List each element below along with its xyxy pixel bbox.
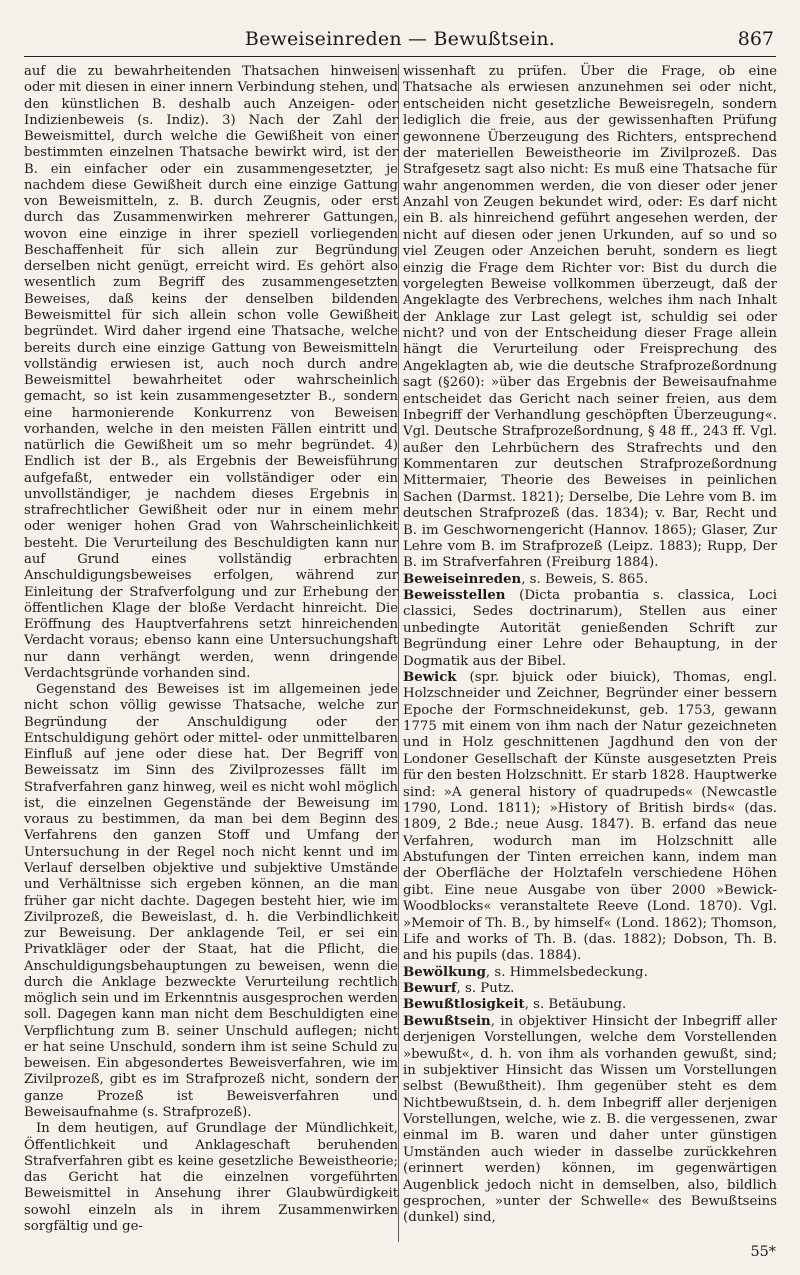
paragraph: In dem heutigen, auf Grundlage der Mündlichkeit, Öffentlichkeit und Anklageschaft beruhenden Strafverfahren gibt es keine gesetzliche Beweistheorie; das Gericht hat die einzelnen vorgeführten Beweismittel in Ansehung ihrer Glaubwürdigkeit sowohl einzeln als in ihrem Zusammenwirken sorgfältig und ge-	[24, 1121, 398, 1234]
entry-keyword: Bewölkung	[403, 964, 486, 980]
signature-mark: 55*	[750, 1244, 776, 1260]
right-column	[403, 64, 777, 1227]
entry-keyword: Bewußtlosigkeit	[403, 997, 525, 1013]
entry-bewusstsein	[403, 1014, 777, 1227]
entry-text: , s. Beweis, S. 865.	[521, 571, 649, 587]
entry-keyword: Bewußtsein	[403, 1013, 491, 1029]
entry-bewick	[403, 670, 777, 965]
entry-keyword: Beweiseinreden	[403, 571, 522, 587]
header-title: Beweiseinreden — Bewußtsein.	[244, 28, 556, 50]
running-header	[24, 28, 776, 57]
entry-bewusstlosigkeit	[403, 997, 777, 1013]
entry-text: , in objektiver Hinsicht der Inbegriff aller derjenigen Vorstellungen, welche dem Vorstellenden »bewußt«, d. h. von ihm als vorhanden gewußt, sind; in subjektiver Hinsicht das Wissen um Vorstellungen selbst (Bewußtheit). Ihm gegenüber steht es dem Nichtbewußtsein, d. h. dem Inbegriff aller derjenigen Vorstellungen, welche, wie z. B. die vergessenen, zwar einmal im B. waren und daher unter günstigen Umständen auch wieder in dasselbe zurückkehren (erinnert werden) können, im gegenwärtigen Augenblick jedoch nicht in demselben, also, bildlich gesprochen, »unter der Schwelle« des Bewußtseins (dunkel) sind,	[403, 1013, 777, 1226]
entry-keyword: Bewurf	[403, 981, 457, 996]
entry-text: , s. Putz.	[456, 981, 515, 996]
entry-text: , s. Himmelsbedeckung.	[485, 964, 648, 980]
entry-bewoelkung	[403, 965, 777, 981]
left-column	[24, 64, 398, 1235]
page-number: 867	[737, 28, 774, 50]
entry-keyword: Bewick	[403, 669, 457, 685]
entry-text: (spr. bjuick oder biuick), Thomas, engl. Holzschneider und Zeichner, Begründer einer bessern Epoche der Formschneidekunst, geb. 1753, gewann 1775 mit einem von ihm nach der Natur gezeichneten und in Holz geschnittenen Jagdhund den von der Londoner Gesellschaft der Künste ausgesetzten Preis für den besten Holzschnitt. Er starb 1828. Hauptwerke sind: »A general history of quadrupeds« (Newcastle 1790, Lond. 1811); »History of British birds« (das. 1809, 2 Bde.; neue Ausg. 1847). B. erfand das neue Verfahren, wodurch man im Holzschnitt alle Abstufungen der Tinten erreichen kann, indem man der Oberfläche der Holztafeln verschiedene Höhen gibt. Eine neue Ausgabe von über 2000 »Bewick-Woodblocks« veranstaltete Reeve (Lond. 1870). Vgl. »Memoir of Th. B., by himself« (Lond. 1862); Thomson, Life and works of Th. B. (das. 1882); Dobson, Th. B. and his pupils (das. 1884).	[403, 669, 777, 964]
entry-keyword: Beweisstellen	[403, 588, 506, 603]
column-divider	[398, 64, 399, 1242]
entry-beweisstellen	[403, 588, 777, 670]
paragraph: wissenhaft zu prüfen. Über die Frage, ob eine Thatsache als erwiesen anzunehmen sei oder nicht, entscheiden nicht gesetzliche Beweisregeln, sondern lediglich die freie, aus der gewissenhaften Prüfung gewonnene Überzeugung des Richters, entsprechend der materiellen Beweistheorie im Zivilprozeß. Das Strafgesetz sagt also nicht: Es muß eine Thatsache für wahr angenommen werden, die von dieser oder jener Anzahl von Zeugen bekundet wird, oder: Es darf nicht ein B. als hinreichend geführt angesehen werden, der nicht auf diesen oder jenen Urkunden, auf so und so viel Zeugen oder Anzeichen beruht, sondern es liegt einzig die Frage dem Richter vor: Bist du durch die vorgelegten Beweise vollkommen überzeugt, daß der Angeklagte des Verbrechens, welches ihm nach Inhalt der Anklage zur Last gelegt ist, schuldig sei oder nicht? und von der Entscheidung dieser Frage allein hängt die Verurteilung oder Freisprechung des Angeklagten ab, wie die deutsche Strafprozeßordnung sagt (§260): »über das Ergebnis der Beweisaufnahme entscheidet das Gericht nach seiner freien, aus dem Inbegriff der Verhandlung geschöpften Überzeugung«. Vgl. Deutsche Strafprozeßordnung, § 48 ff., 243 ff. Vgl. außer den Lehrbüchern des Strafrechts und den Kommentaren zur deutschen Strafprozeßordnung Mittermaier, Theorie des Beweises in peinlichen Sachen (Darmst. 1821); Derselbe, Die Lehre vom B. im deutschen Strafprozeß (das. 1834); v. Bar, Recht und B. im Geschwornengericht (Hannov. 1865); Glaser, Zur Lehre vom B. im Strafprozeß (Leipz. 1883); Rupp, Der B. im Strafverfahren (Freiburg 1884).	[403, 64, 777, 571]
paragraph: auf die zu bewahrheitenden Thatsachen hinweisen oder mit diesen in einer innern Verbindung stehen, und den künstlichen B. deshalb auch Anzeigen- oder Indizienbeweis (s. Indiz). 3) Nach der Zahl der Beweismittel, durch welche die Gewißheit von einer bestimmten einzelnen Thatsache bewirkt wird, ist der B. ein einfacher oder ein zusammengesetzter, je nachdem diese Gewißheit durch eine einzige Gattung von Beweismitteln, z. B. durch Zeugnis, oder erst durch das Zusammenwirken mehrerer Gattungen, wovon eine einzige in ihrer speziell vorliegenden Beschaffenheit für sich allein zur Begründung derselben nicht genügt, erreicht wird. Es gehört also wesentlich zum Begriff des zusammengesetzten Beweises, daß keins der denselben bildenden Beweismittel für sich allein schon volle Gewißheit begründet. Wird daher irgend eine Thatsache, welche bereits durch eine einzige Gattung von Beweismitteln vollständig erwiesen ist, auch noch durch andre Beweismittel bewahrheitet oder wahrscheinlich gemacht, so ist kein zusammengesetzter B., sondern eine harmonierende Konkurrenz von Beweisen vorhanden, welche in den meisten Fällen eintritt und natürlich die Gewißheit um so mehr begründet. 4) Endlich ist der B., als Ergebnis der Beweisführung aufgefaßt, entweder ein vollständiger oder ein unvollständiger, je nachdem dieses Ergebnis in strafrechtlicher Gewißheit oder nur in einem mehr oder weniger hohen Grad von Wahrscheinlichkeit besteht. Die Verurteilung des Beschuldigten kann nur auf Grund eines vollständig erbrachten Anschuldigungsbeweises erfolgen, während zur Einleitung der Strafverfolgung und zur Erhebung der öffentlichen Klage der bloße Verdacht hinreicht. Die Eröffnung des Hauptverfahrens setzt hinreichenden Verdacht voraus; ebenso kann eine Untersuchungshaft nur dann verhängt werden, wenn dringende Verdachtsgründe vorhanden sind.	[24, 64, 398, 681]
paragraph: Gegenstand des Beweises ist im allgemeinen jede nicht schon völlig gewisse Thatsache, welche zur Begründung der Anschuldigung oder der Entschuldigung gehört oder mittel- oder unmittelbaren Einfluß auf jene oder diese hat. Der Begriff von Beweissatz im Sinn des Zivilprozesses fällt im Strafverfahren ganz hinweg, weil es nicht wohl möglich ist, die einzelnen Gegenstände der Beweisung im voraus zu bestimmen, da man bei dem Beginn des Verfahrens den ganzen Stoff und Umfang der Untersuchung in der Regel noch nicht kennt und im Verlauf derselben objektive und subjektive Umstände und Verhältnisse sich ergeben können, an die man früher gar nicht dachte. Dagegen besteht hier, wie im Zivilprozeß, die Beweislast, d. h. die Verbindlichkeit zur Beweisung. Der anklagende Teil, er sei ein Privatkläger oder der Staat, hat die Pflicht, die Anschuldigungsbehauptungen zu beweisen, wenn die durch die Anklage bezweckte Verurteilung rechtlich möglich sein und im Erkenntnis ausgesprochen werden soll. Dagegen kann man nicht dem Beschuldigten eine Verpflichtung zum B. seiner Unschuld auflegen; nicht er hat seine Unschuld, sondern ihm ist seine Schuld zu beweisen. Ein abgesondertes Beweisverfahren, wie im Zivilprozeß, gibt es im Strafprozeß nicht, sondern der ganze Prozeß ist Beweisverfahren und Beweisaufnahme (s. Strafprozeß).	[24, 682, 398, 1120]
entry-text: (Dicta probantia s. classica, Loci classici, Sedes doctrinarum), Stellen aus einer unbedingte Autorität genießenden Schrift zur Begründung einer Lehre oder Behauptung, in der Dogmatik aus der Bibel.	[403, 588, 777, 669]
entry-beweiseinreden	[403, 572, 777, 588]
entry-text: , s. Betäubung.	[524, 997, 627, 1013]
entry-bewurf	[403, 981, 777, 997]
